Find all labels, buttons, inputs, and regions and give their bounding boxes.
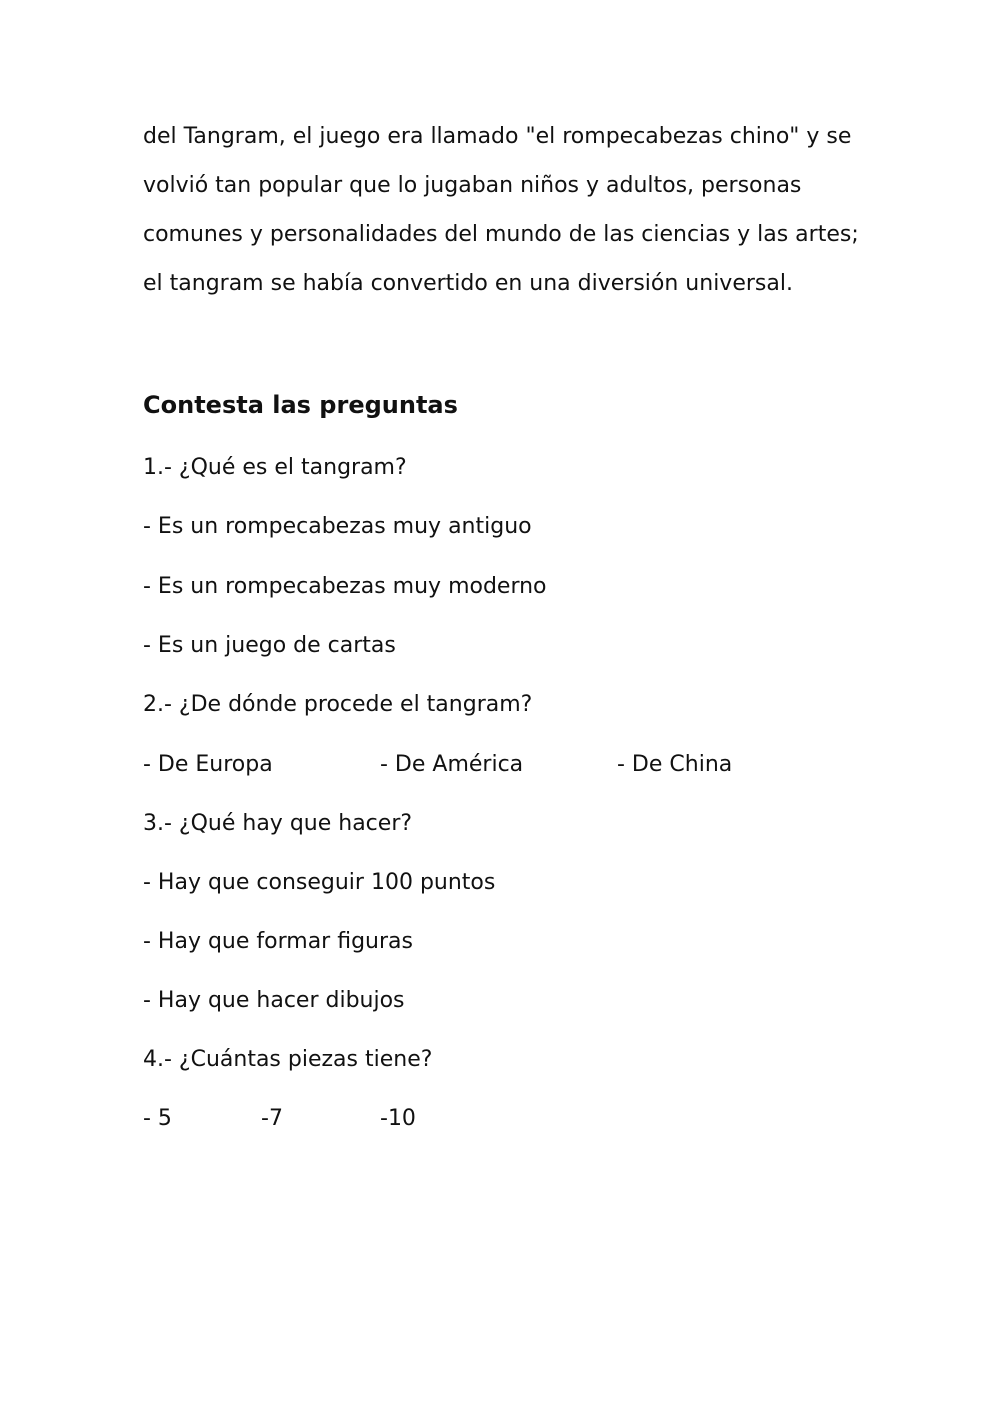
q4-option-2[interactable]: -7	[261, 1106, 283, 1131]
q1-option-1[interactable]: - Es un rompecabezas muy antiguo	[143, 514, 532, 539]
question-2: 2.- ¿De dónde procede el tangram?	[143, 692, 533, 717]
q3-option-1[interactable]: - Hay que conseguir 100 puntos	[143, 870, 496, 895]
q3-option-3[interactable]: - Hay que hacer dibujos	[143, 988, 405, 1013]
question-1: 1.- ¿Qué es el tangram?	[143, 455, 407, 480]
q4-option-3[interactable]: -10	[380, 1106, 416, 1131]
question-4: 4.- ¿Cuántas piezas tiene?	[143, 1047, 433, 1072]
q1-option-3[interactable]: - Es un juego de cartas	[143, 633, 396, 658]
q1-option-2[interactable]: - Es un rompecabezas muy moderno	[143, 574, 547, 599]
paragraph-line: el tangram se había convertido en una diversión universal.	[143, 271, 793, 296]
q4-option-1[interactable]: - 5	[143, 1106, 172, 1131]
q2-option-3[interactable]: - De China	[617, 752, 733, 777]
paragraph-line: del Tangram, el juego era llamado "el rompecabezas chino" y se	[143, 124, 852, 149]
q2-option-1[interactable]: - De Europa	[143, 752, 273, 777]
paragraph-line: comunes y personalidades del mundo de las ciencias y las artes;	[143, 222, 859, 247]
paragraph-line: volvió tan popular que lo jugaban niños y adultos, personas	[143, 173, 802, 198]
q2-option-2[interactable]: - De América	[380, 752, 524, 777]
question-3: 3.- ¿Qué hay que hacer?	[143, 811, 413, 836]
section-heading: Contesta las preguntas	[143, 391, 458, 419]
q3-option-2[interactable]: - Hay que formar figuras	[143, 929, 413, 954]
